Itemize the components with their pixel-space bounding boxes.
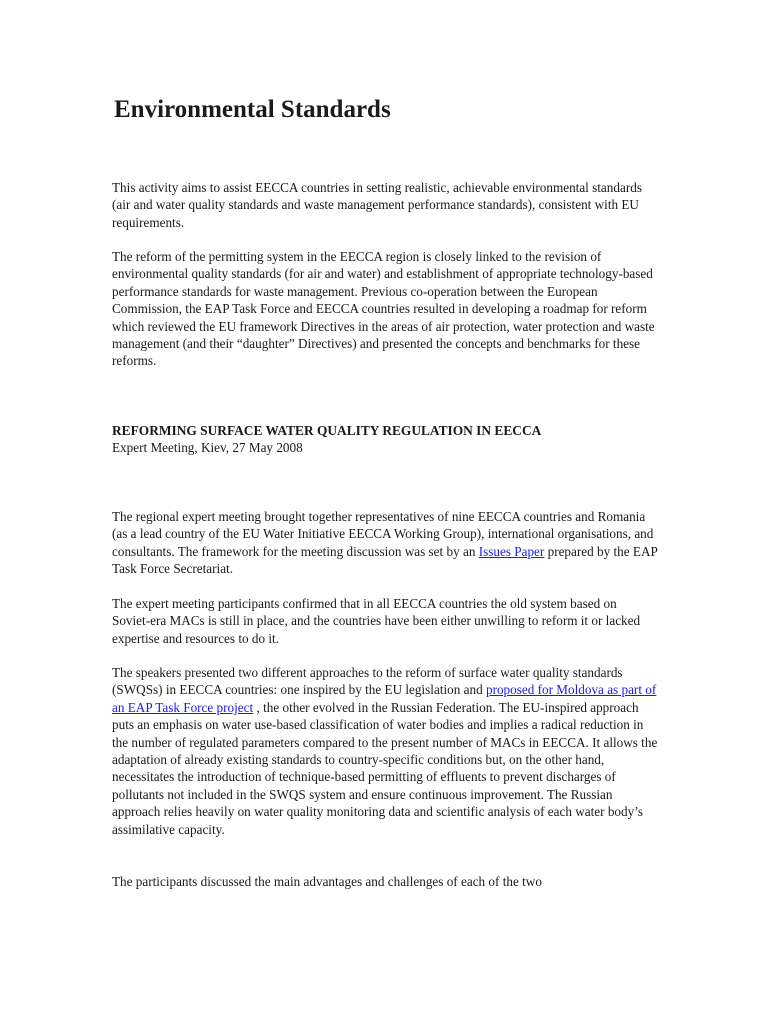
- discussed-paragraph: The participants discussed the main advantages and challenges of each of the two: [112, 874, 542, 889]
- meeting-text-start: The regional expert meeting brought together representatives of nine EECCA countries and Romania (as a lead country of the EU Water Initiative EECCA Working Group), international organisations, and consultants. The framework for the meeting discussion was set by an: [112, 509, 654, 559]
- speakers-text-end: , the other evolved in the Russian Federation. The EU-inspired approach puts an emphasis on water use-based classification of water bodies and implies a radical reduction in the number of regulated parameters compared to the present number of MACs in EECCA. It allows the adaptation of already existing standards to country-specific conditions but, on the other hand, necessitates the introduction of technique-based permitting of effluents to prevent discharges of pollutants not included in the SWQS system and ensure continuous improvement. The Russian approach relies heavily on water quality monitoring data and scientific analysis of each water body’s assimilative capacity.: [112, 699, 658, 837]
- participants-paragraph: The expert meeting participants confirmed that in all EECCA countries the old system based on Soviet-era MACs is still in place, and the countries have been either unwilling to reform it or lacked expertise and resources to do it.: [112, 596, 641, 646]
- reform-paragraph: The reform of the permitting system in the EECCA region is closely linked to the revision of environmental quality standards (for air and water) and establishment of appropriate technology-based performance standards for waste management. Previous co-operation between the European Commission, the EAP Task Force and EECCA countries resulted in developing a roadmap for reform which reviewed the EU framework Directives in the areas of air protection, water protection and waste management (and their “daughter” Directives) and presented the concepts and benchmarks for these reforms.: [112, 249, 655, 369]
- page-title: Environmental Standards: [114, 96, 391, 123]
- section-heading: REFORMING SURFACE WATER QUALITY REGULATION IN EECCA: [112, 423, 542, 438]
- speakers-text-start: The speakers presented two different approaches to the reform of surface water quality standards (SWQSs) in EECCA countries: one inspired by the EU legislation and: [112, 665, 623, 698]
- meeting-text-end: prepared by the EAP Task Force Secretariat.: [112, 543, 658, 577]
- section-subheading: Expert Meeting, Kiev, 27 May 2008: [112, 440, 303, 455]
- meeting-paragraph: [112, 508, 658, 578]
- intro-paragraph: This activity aims to assist EECCA countries in setting realistic, achievable environmental standards (air and water quality standards and waste management performance standards), consistent with EU requirements.: [112, 180, 642, 230]
- moldova-proposal-link[interactable]: proposed for Moldova as part of an EAP Task Force project: [112, 682, 657, 715]
- issues-paper-link[interactable]: Issues Paper: [478, 543, 545, 559]
- speakers-paragraph: [112, 664, 658, 838]
